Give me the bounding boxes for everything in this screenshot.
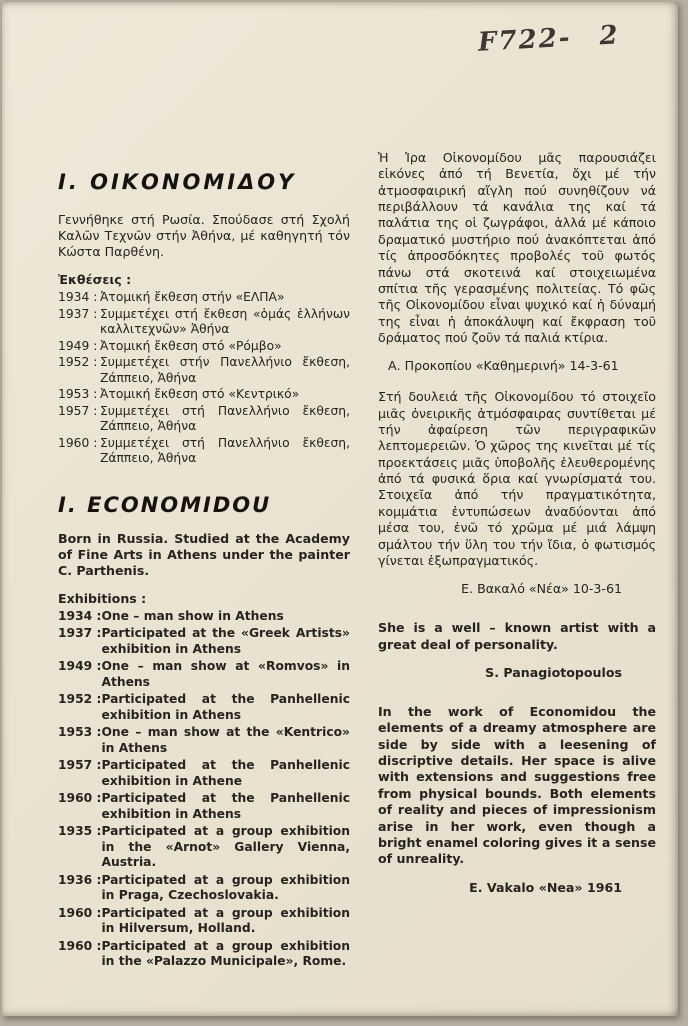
review-credit-1: Α. Προκοπίου «Καθημερινή» 14-3-61 bbox=[388, 358, 619, 374]
exhibition-text: Participated at the Panhellenic exhibition in Athene bbox=[101, 758, 350, 788]
exhibition-text: Participated at the Panhellenic exhibition in Athens bbox=[101, 692, 350, 722]
exhibition-text: Ἀτομική ἔκθεση στήν «ΕΛΠΑ» bbox=[100, 290, 285, 305]
exhibition-year: 1936 : bbox=[58, 872, 102, 887]
exhibition-text: Συμμετέχει στή Πανελλήνιο ἔκθεση, Ζάππειο, Ἀθήνα bbox=[100, 435, 350, 466]
english-review-1: She is a well – known artist with a great deal of personality. bbox=[378, 620, 656, 652]
list-item bbox=[58, 626, 350, 657]
exhibition-text: One – man show in Athens bbox=[101, 608, 284, 623]
greek-review-1: Ἡ Ἰρα Οἰκονομίδου μᾶς παρουσιάζει εἰκόνες ἀπό τή Βενετία, ὄχι μέ τήν ἀτμοσφαιρική αἴγλη πού συνηθίζουν νά περιβάλλουν τά κανάλια της καί τά παλάτια της οἱ ζωγράφοι, ἀλλά μέ κάποιο δραματικό μυστήριο πού ἀνακόπτεται ἀπό τίς ἀπροσδόκητες προβολές τοῦ φωτός πάνω στά σκοτεινά καί στοιχειωμένα σπίτια τῆς γερασμένης πολιτείας. Τό φῶς τῆς Οἰκονομίδου εἶναι ψυχικό καί ἡ δύναμή της εἶναι ἡ ἀποκάλυψη καί ἔκφραση τοῦ δράματος πού ζοῦν τά παλιά κτίρια. bbox=[378, 150, 656, 345]
list-item bbox=[58, 339, 350, 354]
list-item bbox=[58, 906, 350, 937]
list-item bbox=[58, 939, 350, 970]
english-exhibitions-label: Exhibitions : bbox=[58, 590, 147, 606]
list-item bbox=[58, 387, 350, 402]
exhibition-text: One – man show at the «Kentrico» in Athens bbox=[101, 725, 350, 755]
list-item bbox=[58, 609, 350, 624]
exhibition-year: 1934 : bbox=[58, 290, 98, 305]
handwritten-number: 2 bbox=[599, 20, 621, 52]
exhibition-text: Συμμετέχει στήν Πανελλήνιο ἔκθεση, Ζάππειο, Ἀθήνα bbox=[100, 355, 350, 385]
exhibition-year: 1953 : bbox=[58, 725, 102, 740]
exhibition-year: 1952 : bbox=[58, 692, 102, 707]
right-column bbox=[378, 2, 656, 972]
list-item bbox=[58, 725, 350, 756]
list-item bbox=[58, 659, 350, 690]
list-item bbox=[58, 791, 350, 822]
exhibition-year: 1937 : bbox=[58, 626, 102, 641]
exhibition-year: 1960 : bbox=[58, 435, 98, 450]
exhibition-year: 1957 : bbox=[58, 758, 102, 773]
review-credit-3: S. Panagiotopoulos bbox=[485, 664, 622, 680]
english-bio: Born in Russia. Studied at the Academy of Fine Arts in Athens under the painter C. Parthenis. bbox=[58, 530, 350, 578]
handwritten-code: F722- bbox=[477, 22, 573, 58]
greek-section-title: Ι. ΟΙΚΟΝΟΜΙΔΟΥ bbox=[58, 170, 297, 194]
exhibition-text: Ἀτομική ἔκθεση στό «Ρόμβο» bbox=[100, 338, 282, 353]
exhibition-year: 1934 : bbox=[58, 608, 102, 623]
exhibition-year: 1957 : bbox=[58, 403, 98, 418]
exhibition-year: 1953 : bbox=[58, 387, 98, 402]
english-exhibitions-list bbox=[58, 609, 350, 970]
list-item bbox=[58, 758, 350, 789]
exhibition-year: 1952 : bbox=[58, 355, 98, 370]
exhibition-year: 1960 : bbox=[58, 938, 102, 953]
exhibition-text: Participated at a group exhibition in the «Arnot» Gallery Vienna, Austria. bbox=[101, 824, 350, 870]
exhibition-text: Participated at the «Greek Artists» exhibition in Athens bbox=[101, 626, 350, 656]
exhibition-text: Participated at a group exhibition in Praga, Czechoslovakia. bbox=[101, 872, 350, 903]
list-item bbox=[58, 404, 350, 435]
exhibition-year: 1937 : bbox=[58, 306, 98, 321]
two-column-layout bbox=[2, 2, 678, 972]
list-item bbox=[58, 692, 350, 723]
list-item bbox=[58, 307, 350, 338]
exhibition-year: 1949 : bbox=[58, 659, 102, 674]
exhibition-text: Ἀτομική ἔκθεση στό «Κεντρικό» bbox=[100, 387, 300, 402]
exhibition-year: 1960 : bbox=[58, 791, 102, 806]
exhibition-text: Συμμετέχει στή Πανελλήνιο ἔκθεση, Ζάππειο, Ἀθήνα bbox=[100, 403, 350, 434]
list-item bbox=[58, 436, 350, 467]
english-review-2: In the work of Economidou the elements of a dreamy atmosphere are side by side with a leesening of discriptive details. Her space is alive with extensions and suggestions free from physical bounds. Both elements of reality and pieces of impressionism arise in her work, even though a bright enamel coloring gives it a sense of unreality. bbox=[378, 703, 656, 867]
list-item bbox=[58, 355, 350, 386]
review-credit-4: E. Vakalo «Nea» 1961 bbox=[469, 879, 622, 895]
exhibition-text: One – man show at «Romvos» in Athens bbox=[101, 659, 350, 689]
greek-bio: Γεννήθηκε στή Ρωσία. Σπούδασε στή Σχολή Καλῶν Τεχνῶν στήν Ἀθήνα, μέ καθηγητή τόν Κώστα Παρθένη. bbox=[58, 212, 350, 260]
exhibition-text: Participated at a group exhibition in the «Palazzo Municipale», Rome. bbox=[101, 938, 350, 969]
list-item bbox=[58, 824, 350, 870]
exhibition-text: Συμμετέχει στή ἔκθεση «ὁμάς ἑλλήνων καλλιτεχνῶν» Ἀθήνα bbox=[100, 306, 350, 337]
greek-exhibitions-label: Ἐκθέσεις : bbox=[58, 272, 132, 288]
scanned-page bbox=[2, 2, 678, 1016]
review-credit-2: Ε. Βακαλό «Νέα» 10-3-61 bbox=[461, 581, 622, 597]
exhibition-text: Participated at a group exhibition in Hilversum, Holland. bbox=[101, 905, 350, 936]
exhibition-year: 1949 : bbox=[58, 338, 98, 353]
greek-exhibitions-list bbox=[58, 290, 350, 466]
exhibition-year: 1935 : bbox=[58, 824, 102, 839]
exhibition-year: 1960 : bbox=[58, 905, 102, 920]
list-item bbox=[58, 290, 350, 305]
english-section-title: I. ECONOMIDOU bbox=[58, 492, 272, 517]
list-item bbox=[58, 873, 350, 904]
left-column bbox=[58, 2, 350, 972]
greek-review-2: Στή δουλειά τῆς Οἰκονομίδου τό στοιχεῖο μιᾶς ὀνειρικῆς ἀτμόσφαιρας συντίθεται μέ τήν ἀφαίρεση τῶν περιγραφικῶν λεπτομερειῶν. Ὁ χῶρος της κινεῖται μέ τίς προεκτάσεις μιᾶς ὑποβολῆς ἐλευθερομένης ἀπό τά φυσικά ὅρια καί γνωρίσματά του. Στοιχεῖα ἀπό τήν πραγματικότητα, κομμάτια ἐντυπώσεων ἀναδύονται ἀπό μέσα του, ἐνῶ τό χρῶμα μέ μιά λάμψη σμάλτου τήν ὕλη του τήν ἴδια, ὁ φωτισμός γίνεται ἐξωπραγματικός. bbox=[378, 389, 656, 568]
exhibition-text: Participated at the Panhellenic exhibition in Athens bbox=[101, 791, 350, 821]
